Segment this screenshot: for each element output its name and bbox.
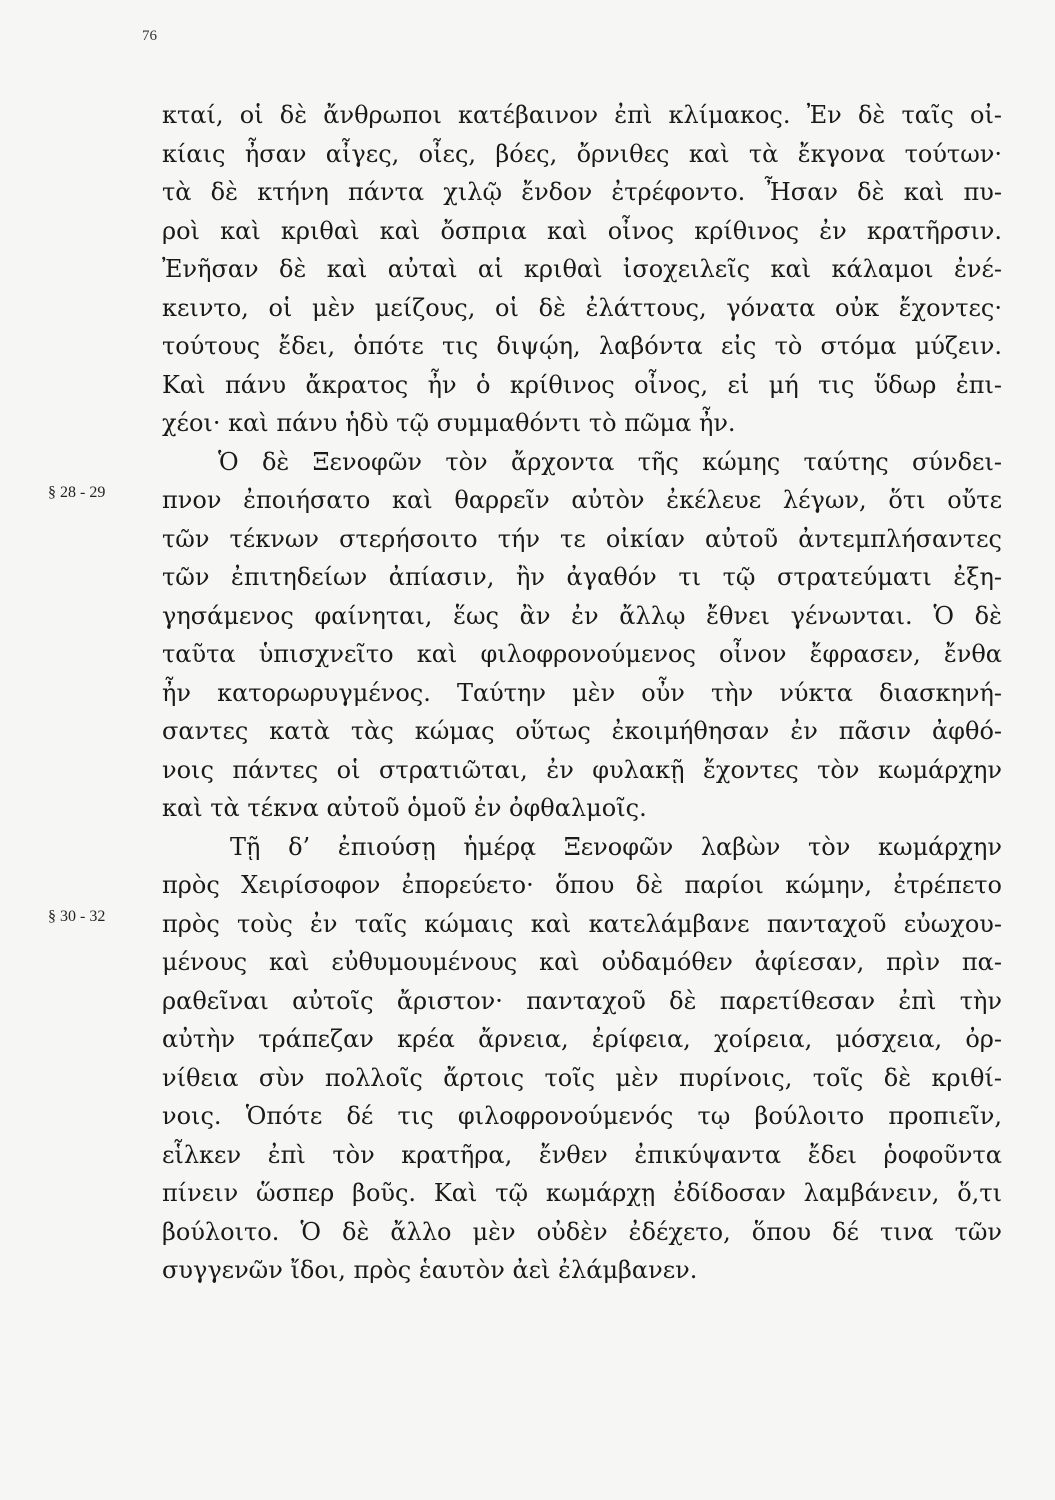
text-line: αὐτὴν τράπεζαν κρέα ἄρνεια, ἐρίφεια, χοίρεια, μόσχεια, ὀρ- bbox=[162, 1025, 1002, 1053]
text-line: νοις. Ὁπότε δέ τις φιλοφρονούμενός τῳ βούλοιτο προπιεῖν, bbox=[162, 1102, 1002, 1130]
main-text bbox=[162, 96, 1002, 1290]
text-line: τούτους ἔδει, ὁπότε τις διψῴη, λαβόντα εἰς τὸ στόμα μύζειν. bbox=[162, 332, 1002, 360]
text-line: τῶν ἐπιτηδείων ἀπίασιν, ἢν ἀγαθόν τι τῷ στρατεύματι ἐξη- bbox=[162, 563, 1002, 591]
text-line: μένους καὶ εὐθυμουμένους καὶ οὐδαμόθεν ἀφίεσαν, πρὶν πα- bbox=[162, 948, 1002, 976]
paragraph-first-line: Ὁ δὲ Ξενοφῶν τὸν ἄρχοντα τῆς κώμης ταύτης σύνδει- bbox=[218, 447, 1002, 476]
text-line: κίαις ἦσαν αἶγες, οἶες, βόες, ὄρνιθες καὶ τὰ ἔκγονα τούτων· bbox=[162, 139, 1002, 168]
text-line: πρὸς Χειρίσοφον ἐπορεύετο· ὅπου δὲ παρίοι κώμην, ἐτρέπετο bbox=[162, 871, 1002, 899]
text-line: καὶ τὰ τέκνα αὐτοῦ ὁμοῦ ἐν ὀφθαλμοῖς. bbox=[162, 794, 647, 822]
page-number: 76 bbox=[142, 28, 157, 44]
text-line: νοις πάντες οἱ στρατιῶται, ἐν φυλακῇ ἔχοντες τὸν κωμάρχην bbox=[162, 755, 1002, 784]
text-line: γησάμενος φαίνηται, ἕως ἂν ἐν ἄλλῳ ἔθνει γένωνται. Ὁ δὲ bbox=[162, 601, 1002, 630]
section-reference: § 30 - 32 bbox=[48, 908, 106, 925]
text-line: χέοι· καὶ πάνυ ἡδὺ τῷ συμμαθόντι τὸ πῶμα ἦν. bbox=[162, 409, 736, 437]
paragraph-first-line: Τῇ δ’ ἐπιούσῃ ἡμέρᾳ Ξενοφῶν λαβὼν τὸν κωμάρχην bbox=[230, 832, 1002, 861]
text-line: ραθεῖναι αὐτοῖς ἄριστον· πανταχοῦ δὲ παρετίθεσαν ἐπὶ τὴν bbox=[162, 986, 1002, 1015]
text-line: βούλοιτο. Ὁ δὲ ἄλλο μὲν οὐδὲν ἐδέχετο, ὅπου δέ τινα τῶν bbox=[162, 1217, 1002, 1246]
text-line: κταί, οἱ δὲ ἄνθρωποι κατέβαινον ἐπὶ κλίμακος. Ἐν δὲ ταῖς οἰ- bbox=[162, 101, 1002, 129]
text-line: πρὸς τοὺς ἐν ταῖς κώμαις καὶ κατελάμβανε πανταχοῦ εὐωχου- bbox=[162, 909, 1002, 938]
text-line: σαντες κατὰ τὰς κώμας οὕτως ἐκοιμήθησαν ἐν πᾶσιν ἀφθό- bbox=[162, 717, 1002, 745]
text-line: ταῦτα ὑπισχνεῖτο καὶ φιλοφρονούμενος οἶνον ἔφρασεν, ἔνθα bbox=[162, 640, 1002, 668]
text-line: κειντο, οἱ μὲν μείζους, οἱ δὲ ἐλάττους, γόνατα οὐκ ἔχοντες· bbox=[162, 293, 1002, 322]
text-line: Καὶ πάνυ ἄκρατος ἦν ὁ κρίθινος οἶνος, εἰ μή τις ὕδωρ ἐπι- bbox=[162, 370, 1002, 399]
text-line: νίθεια σὺν πολλοῖς ἄρτοις τοῖς μὲν πυρίνοις, τοῖς δὲ κριθί- bbox=[162, 1063, 1002, 1092]
text-line: πίνειν ὥσπερ βοῦς. Καὶ τῷ κωμάρχῃ ἐδίδοσαν λαμβάνειν, ὅ,τι bbox=[162, 1179, 1002, 1207]
text-line: πνον ἐποιήσατο καὶ θαρρεῖν αὐτὸν ἐκέλευε λέγων, ὅτι οὔτε bbox=[162, 486, 1002, 514]
text-line: Ἐνῆσαν δὲ καὶ αὐταὶ αἱ κριθαὶ ἰσοχειλεῖς καὶ κάλαμοι ἐνέ- bbox=[162, 255, 1002, 283]
text-line: εἷλκεν ἐπὶ τὸν κρατῆρα, ἔνθεν ἐπικύψαντα ἔδει ῥοφοῦντα bbox=[162, 1140, 1002, 1169]
text-line: τὰ δὲ κτήνη πάντα χιλῷ ἔνδον ἐτρέφοντο. Ἦσαν δὲ καὶ πυ- bbox=[162, 178, 1002, 206]
section-reference: § 28 - 29 bbox=[48, 484, 106, 501]
text-line: τῶν τέκνων στερήσοιτο τήν τε οἰκίαν αὐτοῦ ἀντεμπλήσαντες bbox=[162, 524, 1002, 553]
text-line: συγγενῶν ἴδοι, πρὸς ἑαυτὸν ἀεὶ ἐλάμβανεν. bbox=[162, 1256, 698, 1284]
text-line: ἦν κατορωρυγμένος. Ταύτην μὲν οὖν τὴν νύκτα διασκηνή- bbox=[162, 678, 1002, 707]
text-line: ροὶ καὶ κριθαὶ καὶ ὄσπρια καὶ οἶνος κρίθινος ἐν κρατῆρσιν. bbox=[162, 216, 1002, 245]
